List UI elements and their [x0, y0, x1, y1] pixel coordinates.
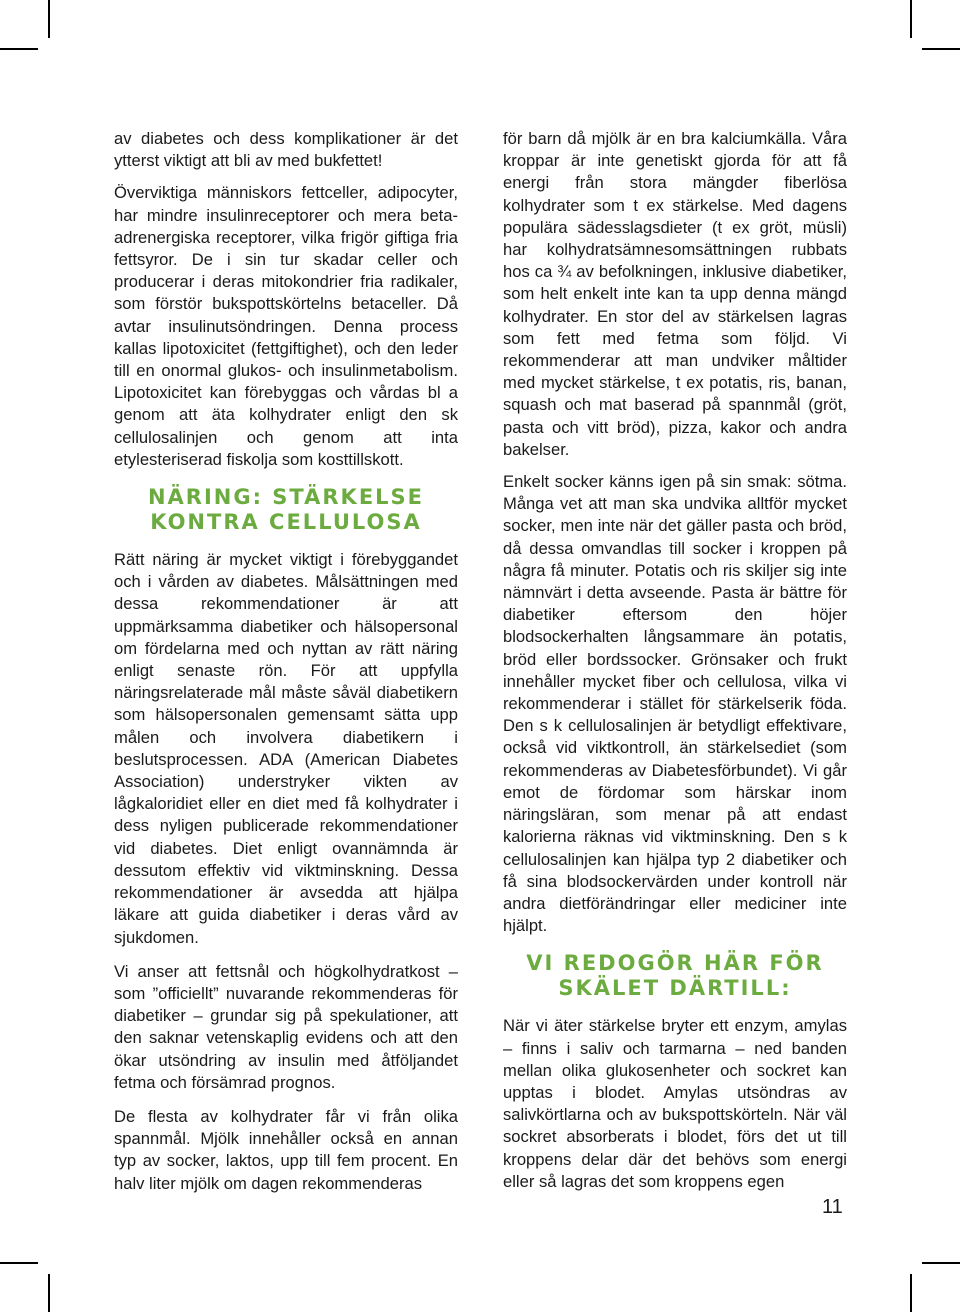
- paragraph: för barn då mjölk är en bra kalciumkälla. Våra kroppar är inte genetiskt gjorda för att få energi från stora mängder fiberlösa kolhydrater som t ex stärkelse. Med dagens populära sädesslagsdieter (t ex gröt, müsli) har kolhydratsämnesomsättningen rubbats hos ca ¾ av befolkningen, inklusive diabetiker, som helt enkelt inte kan ta upp denna mängd kolhydrater. En stor del av stärkelsen lagras som fett med fetma som följd. Vi rekommenderar att man undviker måltider med mycket stärkelse, t ex potatis, ris, banan, squash och mat baserad på spannmål (gröt, pasta och vitt bröd), pizza, kakor och andra bakelser.: [503, 129, 847, 459]
- crop-mark: [48, 1274, 50, 1312]
- section-heading: NÄRING: STÄRKELSE KONTRA CELLULOSA: [147, 485, 425, 535]
- left-column: [114, 128, 458, 1207]
- paragraph: Överviktiga människors fettceller, adipocyter, har mindre insulinreceptorer och mera beta-adrenergiska receptorer, vilka frigör giftiga fria fettsyror. De i sin tur skadar celler och producerar i deras mitokondrier fria radikaler, som förstör bukspottskörtelns betaceller. Då avtar insulinutsöndringen. Denna process kallas lipotoxicitet (fettgiftighet), och den leder till en onormal glukos- och insulinmetabolism. Lipotoxicitet kan förebyggas och vårdas bl a genom att äta kolhydrater enligt den sk cellulosalinjen och genom att inta etylesteriserad fiskolja som kosttillskott.: [114, 183, 458, 469]
- paragraph: Rätt näring är mycket viktigt i förebyggandet och i vården av diabetes. Målsättningen med dessa rekommendationer är att uppmärksamma diabetiker och hälsopersonal om fördelarna med och nyttan av rätt näring enligt senaste rön. För att uppfylla näringsrelaterade mål måste såväl diabetikern som hälsopersonalen gemensamt sätta upp målen och involvera diabetikern i beslutsprocessen. ADA (American Diabetes Association) understryker vikten av lågkaloridiet eller en diet med få kolhydrater i dess nyligen publicerade rekommendationer vid diabetes. Diet enligt ovannämnda är dessutom effektiv vid viktminskning. Dessa rekommendationer är avsedda att hjälpa läkare att guida diabetiker i deras vård av sjukdomen.: [114, 550, 458, 947]
- crop-mark: [48, 0, 50, 38]
- paragraph: Enkelt socker känns igen på sin smak: sötma. Många vet att man ska undvika alltför mycket socker, men inte när det gäller pasta och bröd, då dessa omvandlas till socker i kroppen på några få minuter. Potatis och ris skiljer sig inte nämnvärt i detta avseende. Pasta är bättre för diabetiker eftersom den höjer blodsockerhalten långsammare än potatis, bröd eller bordssocker. Grönsaker och frukt innehåller mycket fiber och cellulosa, vilka vi rekommenderar i stället för stärkelserik föda. Den s k cellulosalinjen är betydligt effektivare, också vid viktkontroll, än stärkelsediet (som rekommenderas av Diabetesförbundet). Vi går emot de fördomar som härskar inom näringsläran, som menar på att endast kalorierna räknas vid viktminskning. Den s k cellulosalinjen kan hjälpa typ 2 diabetiker och få sina blodsockervärden under kontroll när andra dietförändringar eller mediciner inte hjälpt.: [503, 472, 847, 936]
- paragraph: När vi äter stärkelse bryter ett enzym, amylas – finns i saliv och tarmarna – ned banden mellan olika glukosenheter och sockret kan upptas i blodet. Amylas utsöndras av salivkörtlarna och av bukspottskörteln. När väl sockret absorberats i blodet, förs det ut till kroppens delar där det behövs som energi eller så lagras det som kroppens egen: [503, 1016, 847, 1191]
- crop-mark: [922, 1262, 960, 1264]
- paragraph: Vi anser att fettsnål och högkolhydratkost – som ”officiellt” nuvarande rekommenderas för diabetiker – grundar sig på spekulationer, att den saknar vetenskaplig evidens och att den ökar utsöndring av insulin med åtföljandet fetma och försämrad prognos.: [114, 961, 458, 1092]
- crop-mark: [0, 48, 38, 50]
- page-number: 11: [822, 1196, 843, 1218]
- paragraph: av diabetes och dess komplikationer är det ytterst viktigt att bli av med bukfettet!: [114, 129, 458, 171]
- right-column: [503, 128, 847, 1205]
- section-heading: VI REDOGÖR HÄR FÖR SKÄLET DÄRTILL:: [526, 951, 824, 1001]
- crop-mark: [910, 0, 912, 38]
- paragraph: De flesta av kolhydrater får vi från olika spannmål. Mjölk innehåller också en annan typ av socker, laktos, upp till fem procent. En halv liter mjölk om dagen rekommenderas: [114, 1106, 458, 1193]
- crop-mark: [910, 1274, 912, 1312]
- crop-mark: [922, 48, 960, 50]
- crop-mark: [0, 1262, 38, 1264]
